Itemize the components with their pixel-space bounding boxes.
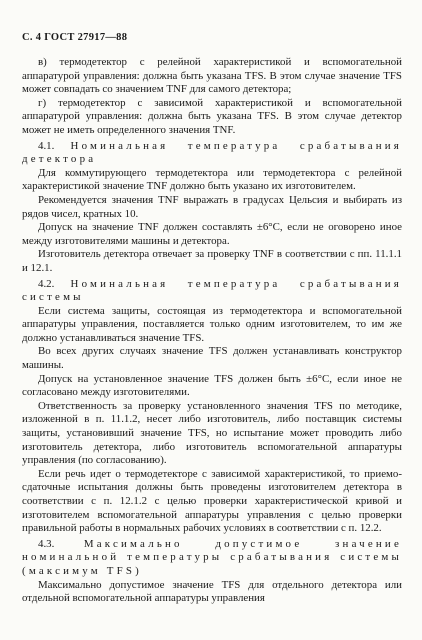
section-title: Максимально допустимое значение номинальной температуры срабатывания системы (максимум TFS) xyxy=(22,537,402,577)
paragraph: Если система защиты, состоящая из термодетектора и вспомогательной аппаратуры управления, поставляется только одним изготовителем, то им же должно устанавливаться значение TFS. xyxy=(22,304,402,344)
section-number: 4.3. xyxy=(38,537,55,550)
paragraph: Если речь идет о термодетекторе с зависимой характеристикой, то приемо-сдаточные испытания должны быть проведены изготовителем детектора в соответствии с п. 12.1.2 с целью проверки характеристической кривой и изготовителем вспомогательной аппаратуры управления с целью проверки правильной работы в нормальных рабочих условиях в соответствии с п. 12.2. xyxy=(22,467,402,535)
paragraph: Допуск на значение TNF должен составлять ±6°С, если не оговорено иное между изготовителями машины и детектора. xyxy=(22,221,402,247)
paragraph: Рекомендуется значения TNF выражать в градусах Цельсия и выбирать из рядов чисел, кратных 10. xyxy=(22,193,402,220)
paragraph: г) термодетектор с зависимой характеристикой и вспомогательной аппаратурой управления: должна быть указана TFS. В этом случае детектор может не иметь определенного значения TNF. xyxy=(22,96,402,136)
page-header: С. 4 ГОСТ 27917—88 xyxy=(22,32,128,43)
section-number: 4.1. xyxy=(38,139,55,152)
paragraph: Максимально допустимое значение TFS для отдельного детектора или отдельной вспомогательной аппаратуры управления xyxy=(22,578,402,605)
section-title: Номинальная температура срабатывания детектора xyxy=(22,139,402,166)
paragraph: Ответственность за проверку установленного значения TFS по методике, изложенной в п. 11.1.2, несет либо изготовитель, либо поставщик системы защиты, установивший значение TFS, но испытание может проводить либо изготовитель детектора, либо изготовитель вспомогательной аппаратуры управления (по согласованию). xyxy=(22,399,402,467)
section-title: Номинальная температура срабатывания системы xyxy=(22,277,402,304)
section-number: 4.2. xyxy=(38,277,55,290)
paragraph: в) термодетектор с релейной характеристикой и вспомогательной аппаратурой управления: должна быть указана TFS. В этом случае значение TFS может совпадать со значением TNF для самого детектора; xyxy=(22,56,402,96)
paragraph: Во всех других случаях значение TFS должен устанавливать конструктор машины. xyxy=(22,345,402,372)
section-heading-4-2 xyxy=(22,278,402,305)
paragraph: Изготовитель детектора отвечает за проверку TNF в соответствии с пп. 11.1.1 и 12.1. xyxy=(22,248,402,274)
document-body xyxy=(22,56,402,606)
paragraph: Для коммутирующего термодетектора или термодетектора с релейной характеристикой значение TNF должно быть указано их изготовителем. xyxy=(22,166,402,193)
paragraph: Допуск на установленное значение TFS должен быть ±6°С, если иное не согласовано между изготовителями. xyxy=(22,372,402,399)
section-heading-4-1 xyxy=(22,140,402,167)
section-heading-4-3 xyxy=(22,538,402,579)
